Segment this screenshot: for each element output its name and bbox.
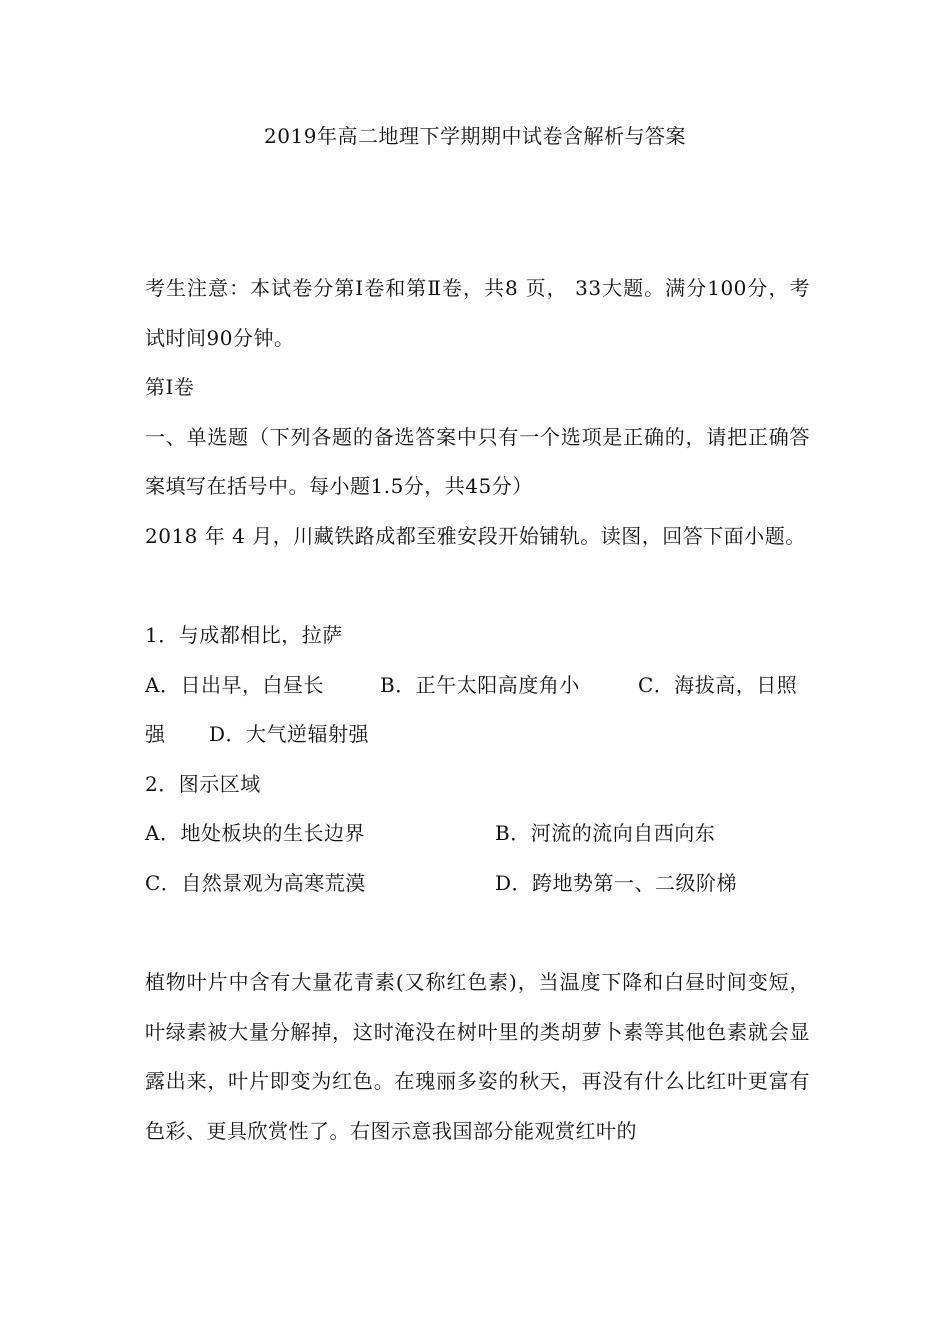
question-1-stem: 1．与成都相比，拉萨	[145, 623, 343, 647]
question-2-option-a: A．地处板块的生长边界	[145, 821, 365, 845]
question-2-options-row-1	[145, 809, 810, 859]
document-body	[145, 264, 810, 1156]
question-1-option-a: A．日出早，白昼长	[145, 672, 324, 697]
question-1-option-d: D．大气逆辐射强	[209, 722, 370, 746]
passage-intro-1: 2018 年 4 月，川藏铁路成都至雅安段开始铺轨。读图，回答下面小题。	[145, 523, 806, 548]
question-2-option-c: C．自然景观为高寒荒漠	[145, 870, 366, 895]
question-1-options-row-2	[145, 710, 810, 760]
question-2-stem: 2．图示区域	[145, 771, 261, 796]
passage-intro-2: 植物叶片中含有大量花青素(又称红色素)，当温度下降和白昼时间变短，叶绿素被大量分解掉，这时淹没在树叶里的类胡萝卜素等其他色素就会显露出来，叶片即变为红色。在瑰丽多姿的秋天，再没有什么比红叶更富有色彩、更具欣赏性了。右图示意我国部分能观赏红叶的	[145, 970, 810, 1143]
part-heading: 一、单选题（下列各题的备选答案中只有一个选项是正确的，请把正确答案填写在括号中。每小题1.5分，共45分）	[145, 424, 810, 498]
section-label: 第Ⅰ卷	[145, 375, 195, 399]
question-2-options-row-2	[145, 859, 810, 909]
question-1-option-c: C．海拔高，日照	[638, 672, 798, 697]
exam-notice: 考生注意：本试卷分第Ⅰ卷和第Ⅱ卷，共8 页， 33大题。满分100分，考试时间90分钟。	[145, 276, 810, 350]
document-title: 2019年高二地理下学期期中试卷含解析与答案	[264, 124, 686, 148]
spacer	[145, 561, 810, 611]
question-1-option-b: B．正午太阳高度角小	[380, 672, 580, 697]
question-2-option-b: B．河流的流向自西向东	[495, 821, 716, 845]
question-1-options-row-1	[145, 661, 810, 711]
question-1-option-c-wrap: 强	[145, 722, 166, 746]
spacer	[145, 908, 810, 958]
question-2-option-d: D．跨地势第一、二级阶梯	[495, 870, 738, 895]
